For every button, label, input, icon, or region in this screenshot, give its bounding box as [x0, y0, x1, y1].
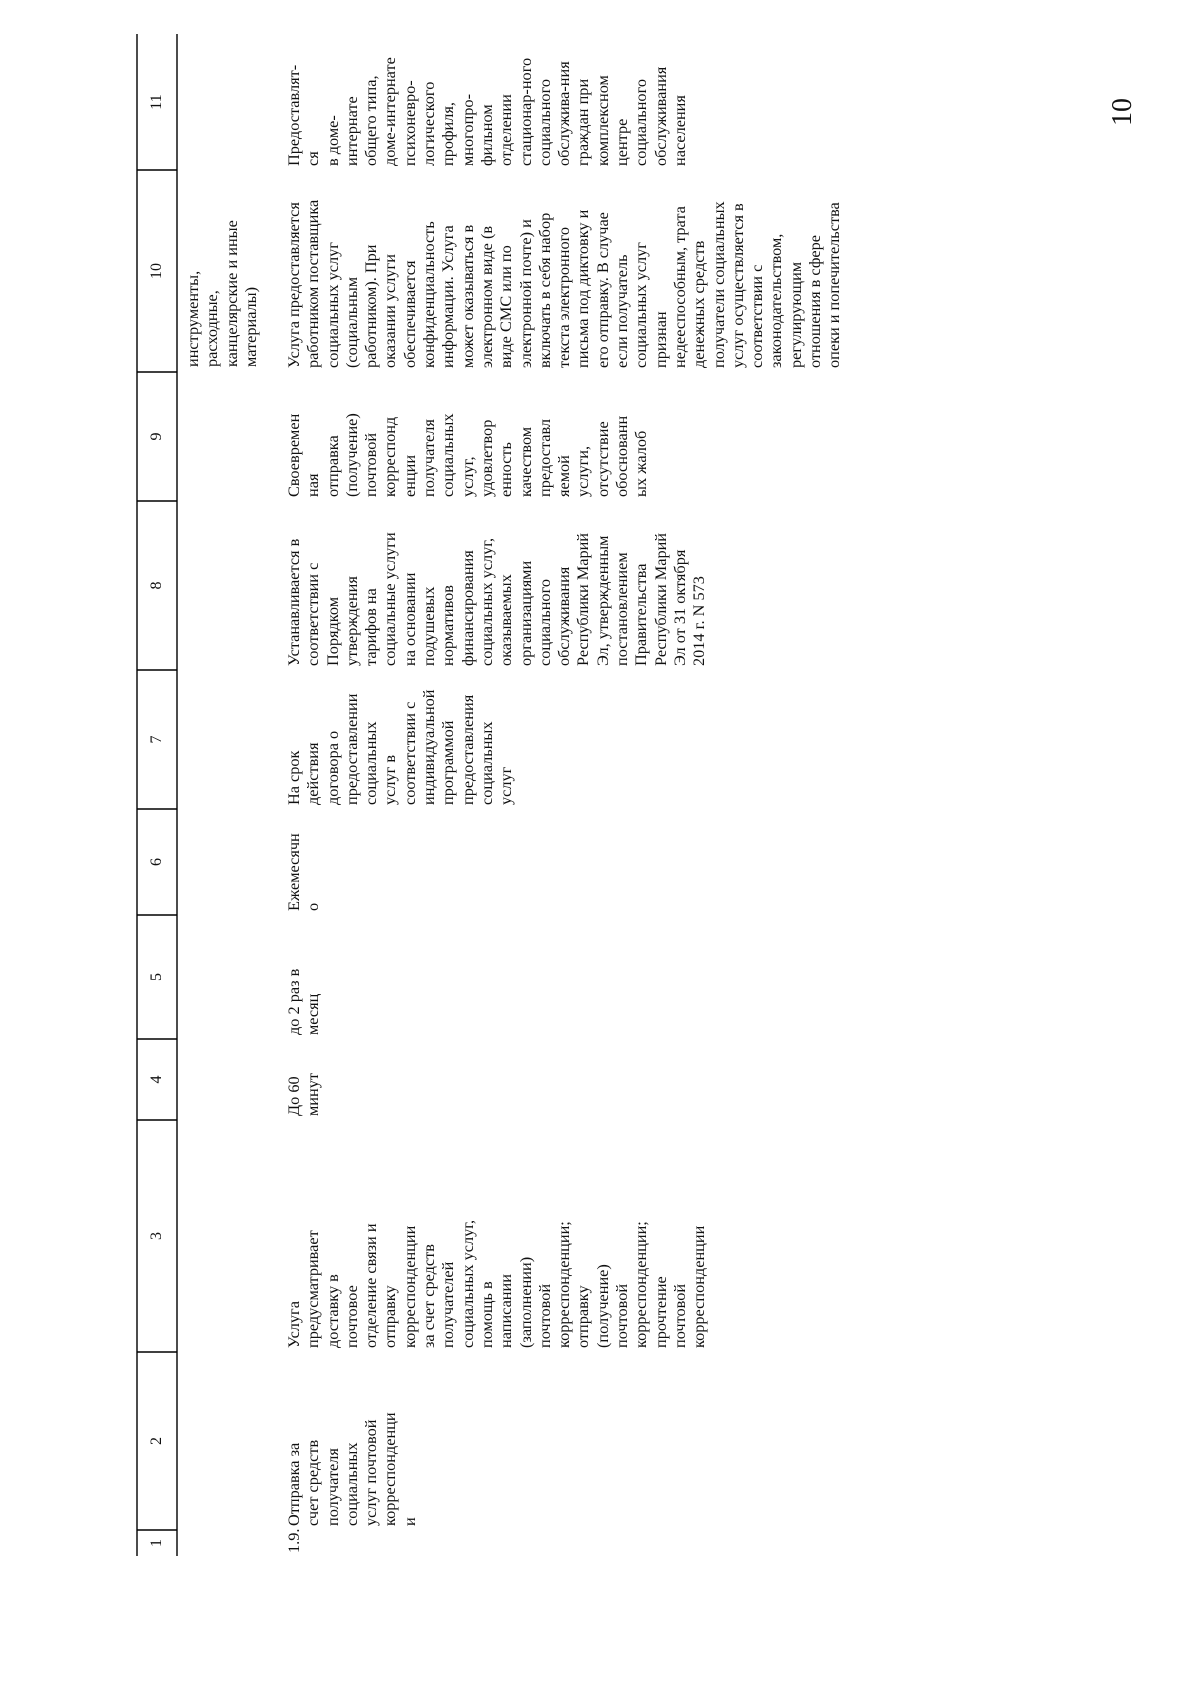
header-col-2: 2	[148, 1437, 165, 1445]
header-col-1: 1	[148, 1539, 165, 1547]
service-duration: До 60 минут	[284, 1073, 323, 1116]
service-conditions: Услуга предоставляется работником поставщика социальных услуг (социальным работником). При оказании услуги обеспечивается конфиденциальность информации. Услуга может оказываться в электронном виде (в виде СМС или по электронной почте) и включать в себя набор текста электронного письма под диктовку и его отправку. В случае если получатель социальных услуг признан недееспособным, трата денежных средств получатели социальных услуг осуществляется в соответствии с законодательством, регулирующим отношения в сфере опеки и попечительства	[284, 199, 844, 368]
service-quality-indicators: Своевремен ная отправка (получение) почтовой корреспонд енции получателя социальных услуг, удовлетвор енность качеством предоставл яемой услуги, отсутствие обоснованн ых жалоб	[284, 413, 651, 497]
header-col-10: 10	[148, 263, 165, 279]
header-col-5: 5	[148, 973, 165, 981]
service-frequency: до 2 раз в месяц	[284, 968, 323, 1035]
header-col-6: 6	[148, 858, 165, 866]
service-periodicity: Ежемесячн о	[284, 833, 323, 911]
service-name: Отправка за счет средств получателя социальных услуг почтовой корреспонденци и	[284, 1412, 419, 1526]
header-col-7: 7	[148, 735, 165, 744]
header-col-8: 8	[148, 581, 165, 590]
service-description: Услуга предусматривает доставку в почтовое отделение связи и отправку корреспонденции за счет средств получателей социальных услуг, помощь в написании (заполнении) почтовой корреспонденции; отправку (получение) почтовой корреспонденции; прочтение почтовой корреспонденции	[284, 1219, 709, 1348]
header-col-11: 11	[148, 94, 165, 110]
service-provision-place: Предоставлят- ся в доме- интернате общего типа, доме-интернате психоневро- логического профиля, многопро- фильном отделении стационар-ного социального обслужива-ния граждан при комплексном центре социального обслуживания населения	[284, 57, 689, 166]
header-col-4: 4	[148, 1075, 165, 1084]
header-col-3: 3	[148, 1232, 165, 1240]
row-number: 1.9.	[284, 1528, 303, 1553]
header-col-9: 9	[148, 432, 165, 441]
service-term: На срок действия договора о предоставлении социальных услуг в соответствии с индивидуальной программой предоставления социальных услуг	[284, 689, 516, 805]
page-number: 10	[1107, 98, 1138, 126]
continuation-col-10: инструменты, расходные, канцелярские и иные материалы)	[183, 220, 260, 367]
service-tariff: Устанавливается в соответствии с Порядком утверждения тарифов на социальные услуги на основании подушевых нормативов финансирования социальных услуг, оказываемых организациями социального обслуживания Республики Марий Эл, утвержденным постановлением Правительства Республики Марий Эл от 31 октября 2014 г. N 573	[284, 532, 709, 666]
